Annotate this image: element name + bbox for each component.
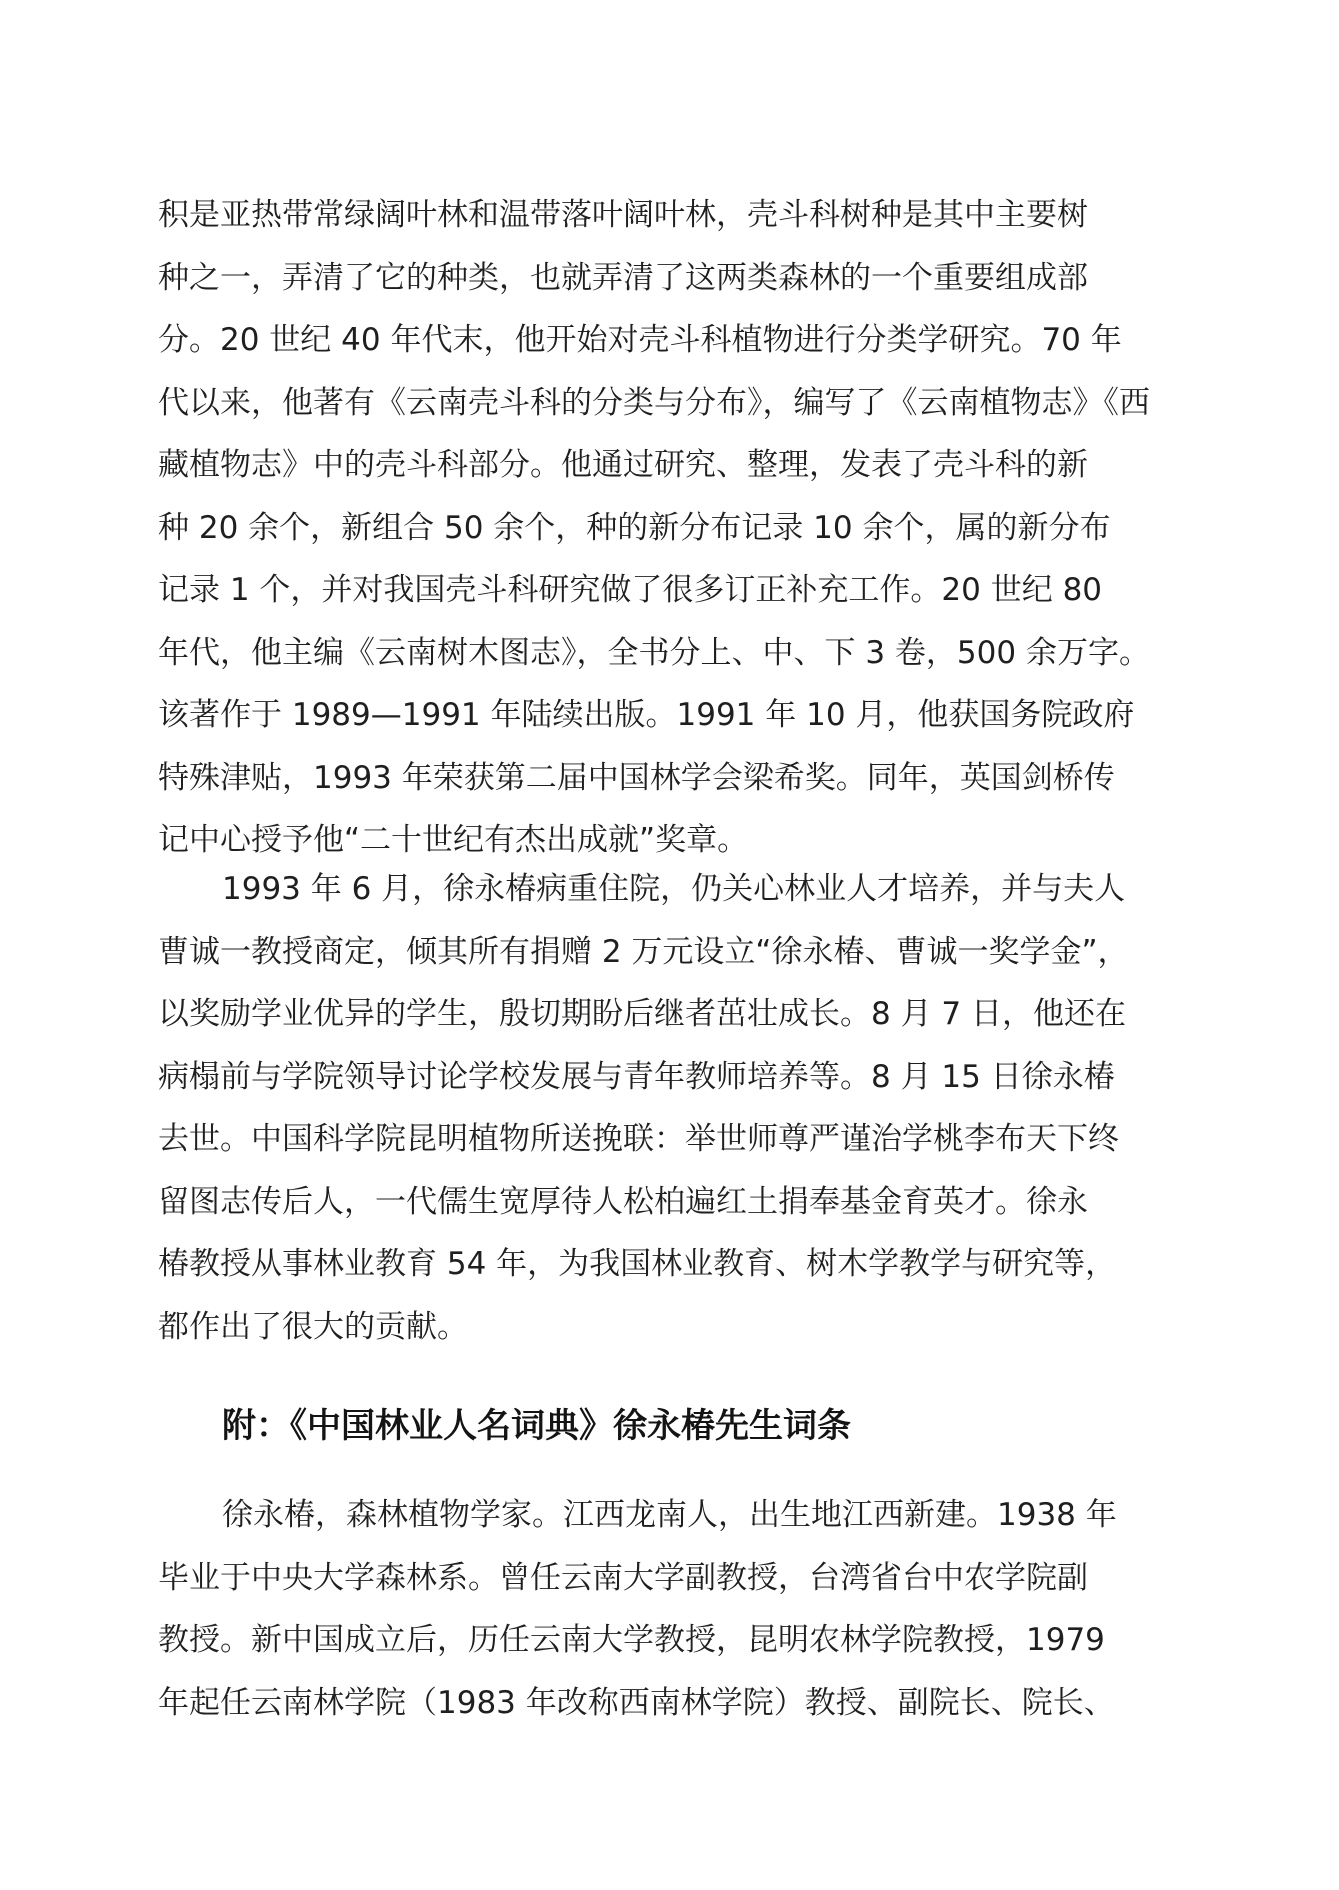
text-line: 年代，他主编《云南树木图志》，全书分上、中、下 3 卷，500 余万字。 bbox=[158, 634, 1150, 671]
text-line: 1993 年 6 月，徐永椿病重住院，仍关心林业人才培养，并与夫人 bbox=[222, 871, 1126, 907]
text-line: 记中心授予他“二十世纪有杰出成就”奖章。 bbox=[158, 822, 749, 858]
text-line: 去世。中国科学院昆明植物所送挽联：举世师尊严谨治学桃李布天下终 bbox=[158, 1121, 1119, 1157]
text-line: 毕业于中央大学森林系。曾任云南大学副教授，台湾省台中农学院副 bbox=[158, 1559, 1088, 1596]
text-line: 曹诚一教授商定，倾其所有捐赠 2 万元设立“徐永椿、曹诚一奖学金”， bbox=[158, 933, 1129, 970]
paragraph-xu-yongchun-legacy bbox=[158, 858, 1129, 1358]
text-line: 种 20 余个，新组合 50 余个，种的新分布记录 10 余个，属的新分布 bbox=[158, 509, 1111, 546]
text-line: 该著作于 1989—1991 年陆续出版。1991 年 10 月，他获国务院政府 bbox=[158, 697, 1135, 733]
text-line: 徐永椿，森林植物学家。江西龙南人，出生地江西新建。1938 年 bbox=[222, 1497, 1117, 1533]
text-line: 椿教授从事林业教育 54 年，为我国林业教育、树木学教学与研究等， bbox=[158, 1246, 1117, 1282]
text-line: 病榻前与学院领导讨论学校发展与青年教师培养等。8 月 15 日徐永椿 bbox=[158, 1058, 1115, 1095]
text-line: 分。20 世纪 40 年代末，他开始对壳斗科植物进行分类学研究。70 年 bbox=[158, 322, 1122, 358]
section-heading: 附：《中国林业人名词典》徐永椿先生词条 bbox=[222, 1406, 851, 1446]
text-line: 年起任云南林学院（1983 年改称西南林学院）教授、副院长、院长、 bbox=[158, 1684, 1115, 1721]
paragraph-xu-yongchun-research bbox=[158, 184, 1150, 872]
paragraph-dictionary-entry bbox=[158, 1484, 1118, 1734]
text-line: 藏植物志》中的壳斗科部分。他通过研究、整理，发表了壳斗科的新 bbox=[158, 447, 1088, 483]
text-line: 积是亚热带常绿阔叶林和温带落叶阔叶林，壳斗科树种是其中主要树 bbox=[158, 197, 1088, 233]
text-line: 种之一，弄清了它的种类，也就弄清了这两类森林的一个重要组成部 bbox=[158, 259, 1088, 296]
text-line: 留图志传后人，一代儒生宽厚待人松柏遍红土捐奉基金育英才。徐永 bbox=[158, 1183, 1088, 1220]
text-line: 特殊津贴，1993 年荣获第二届中国林学会梁希奖。同年，英国剑桥传 bbox=[158, 759, 1115, 796]
text-line: 都作出了很大的贡献。 bbox=[158, 1308, 468, 1345]
text-line: 教授。新中国成立后，历任云南大学教授，昆明农林学院教授，1979 bbox=[158, 1622, 1105, 1658]
text-line: 记录 1 个，并对我国壳斗科研究做了很多订正补充工作。20 世纪 80 bbox=[158, 572, 1103, 608]
text-line: 代以来，他著有《云南壳斗科的分类与分布》，编写了《云南植物志》《西 bbox=[158, 384, 1150, 421]
text-line: 以奖励学业优异的学生，殷切期盼后继者茁壮成长。8 月 7 日，他还在 bbox=[158, 996, 1127, 1032]
